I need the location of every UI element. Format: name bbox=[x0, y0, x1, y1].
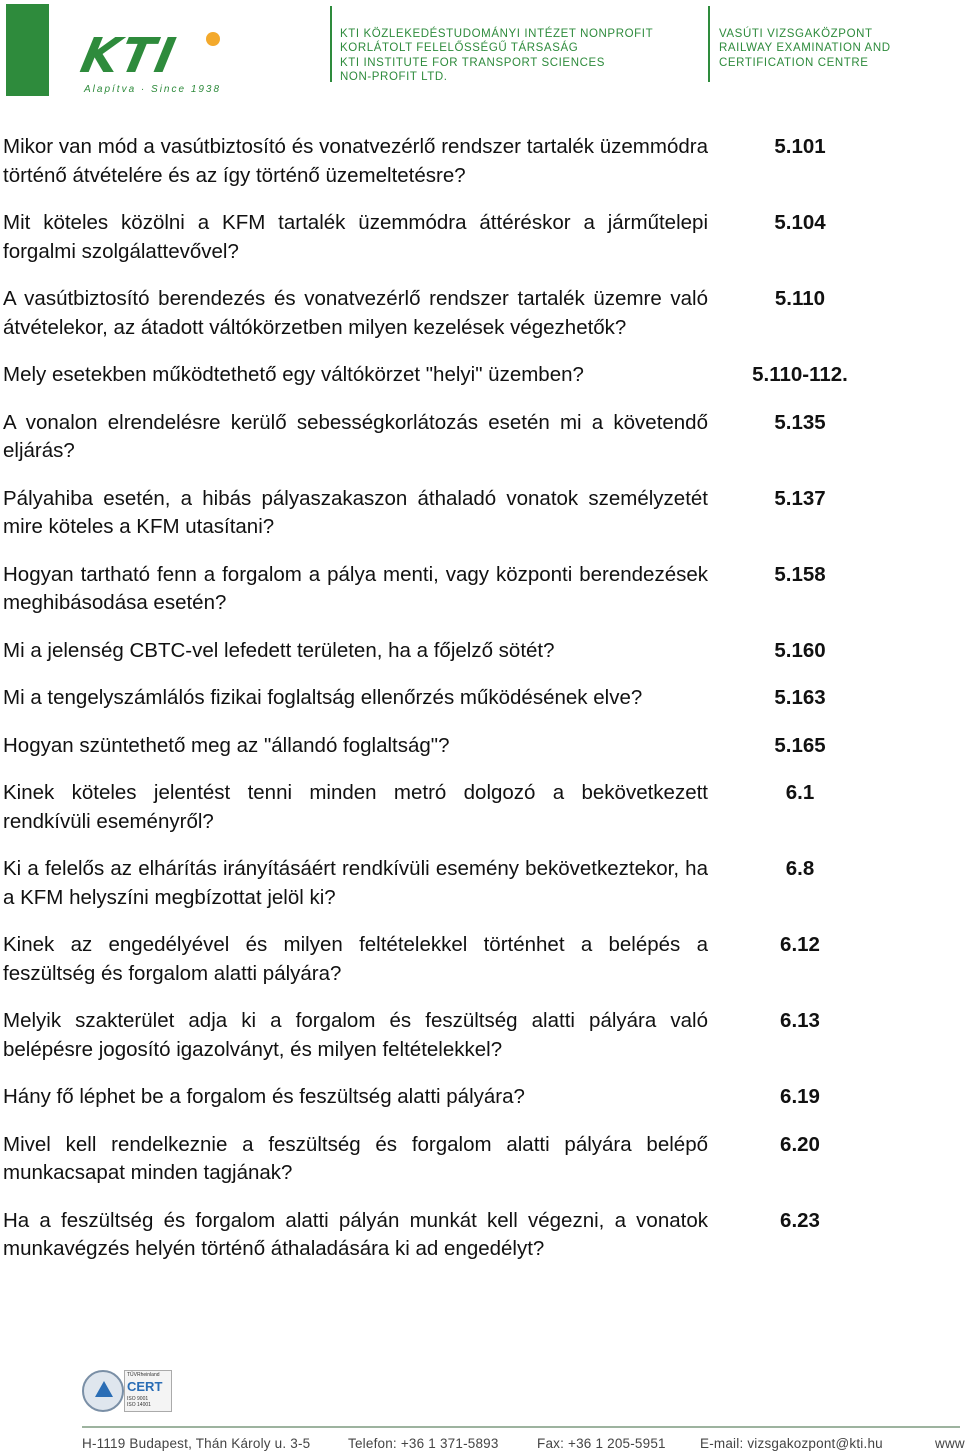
company-line: KTI INSTITUTE FOR TRANSPORT SCIENCES bbox=[340, 56, 606, 69]
company-line: NON-PROFIT LTD. bbox=[340, 70, 448, 83]
question-text: Mi a tengelyszámlálós fizikai foglaltság ellenőrzés működésének elve? bbox=[3, 686, 643, 709]
question-item bbox=[3, 637, 863, 666]
question-reference: 6.23 bbox=[780, 1208, 820, 1232]
cert-word: CERT bbox=[127, 1379, 163, 1394]
question-item bbox=[3, 1083, 863, 1112]
question-reference: 5.160 bbox=[774, 638, 826, 662]
question-text: Ha a feszültség és forgalom alatti pályán munkát kell végezni, a vonatok munkavégzés helyén történő áthaladására ki ad engedélyt? bbox=[3, 1208, 708, 1260]
footer-divider bbox=[82, 1426, 960, 1428]
cert-iso-line: ISO 9001 bbox=[127, 1396, 149, 1402]
header-divider bbox=[330, 6, 332, 82]
question-reference: 5.110 bbox=[774, 287, 826, 310]
question-reference: 5.165 bbox=[774, 733, 826, 757]
question-item bbox=[3, 133, 863, 190]
company-line: KORLÁTOLT FELELŐSSÉGŰ TÁRSASÁG bbox=[340, 42, 579, 55]
question-item bbox=[3, 1207, 863, 1264]
cert-iso bbox=[127, 1396, 151, 1408]
logo-text: KTI bbox=[76, 28, 182, 84]
question-item bbox=[3, 732, 863, 761]
page-header bbox=[0, 0, 960, 110]
question-text: Hogyan tartható fenn a forgalom a pálya menti, vagy központi berendezések meghibásodása esetén? bbox=[3, 562, 708, 614]
brand-bar bbox=[6, 4, 49, 96]
question-text: Mi a jelenség CBTC-vel lefedett területen, ha a főjelző sötét? bbox=[3, 638, 555, 662]
question-list bbox=[3, 133, 863, 1283]
footer-fax: Fax: +36 1 205-5951 bbox=[537, 1436, 666, 1451]
question-text: A vonalon elrendelésre kerülő sebességkorlátozás esetén mi a követendő eljárás? bbox=[3, 410, 708, 462]
kti-logo bbox=[76, 28, 232, 98]
question-reference: 6.1 bbox=[785, 781, 815, 804]
question-item bbox=[3, 485, 863, 542]
footer-web[interactable]: www bbox=[935, 1436, 965, 1451]
question-reference: 5.101 bbox=[774, 135, 826, 158]
question-reference: 6.13 bbox=[780, 1009, 820, 1032]
centre-name bbox=[719, 27, 891, 70]
question-item bbox=[3, 409, 863, 466]
centre-line: VASÚTI VIZSGAKÖZPONT bbox=[719, 28, 873, 40]
cert-seal-icon bbox=[82, 1370, 124, 1412]
cert-triangle-icon bbox=[95, 1381, 113, 1397]
question-item bbox=[3, 779, 863, 836]
question-text: Hány fő léphet be a forgalom és feszültség alatti pályára? bbox=[3, 1085, 525, 1108]
question-reference: 5.110-112. bbox=[752, 363, 848, 386]
question-reference: 5.163 bbox=[774, 686, 826, 709]
question-text: Kinek az engedélyével és milyen feltételekkel történhet a belépés a feszültség és forgalom alatti pályára? bbox=[3, 933, 708, 985]
question-reference: 6.8 bbox=[785, 857, 815, 880]
certification-logo bbox=[82, 1370, 172, 1412]
question-item bbox=[3, 285, 863, 342]
logo-sun-icon bbox=[206, 32, 220, 46]
question-item bbox=[3, 209, 863, 266]
cert-iso-line: ISO 14001 bbox=[127, 1402, 151, 1408]
logo-tagline: Alapítva · Since 1938 bbox=[84, 84, 222, 95]
question-text: Ki a felelős az elhárítás irányításáért rendkívüli esemény bekövetkeztekor, ha a KFM helyszíni megbízottat jelöl ki? bbox=[3, 857, 708, 909]
company-name bbox=[340, 27, 653, 84]
footer-phone: Telefon: +36 1 371-5893 bbox=[348, 1436, 499, 1451]
question-reference: 6.19 bbox=[780, 1085, 820, 1108]
question-item bbox=[3, 855, 863, 912]
question-reference: 5.135 bbox=[774, 410, 826, 434]
question-reference: 6.12 bbox=[780, 933, 820, 956]
question-text: Hogyan szüntethető meg az "állandó foglaltság"? bbox=[3, 733, 450, 757]
question-reference: 6.20 bbox=[780, 1132, 820, 1156]
question-reference: 5.158 bbox=[774, 562, 826, 586]
question-item bbox=[3, 1007, 863, 1064]
question-text: Melyik szakterület adja ki a forgalom és feszültség alatti pályára való belépésre jogosító igazolványt, és milyen feltételekkel? bbox=[3, 1009, 708, 1061]
question-item bbox=[3, 361, 863, 390]
centre-line: RAILWAY EXAMINATION AND bbox=[719, 42, 891, 55]
question-item bbox=[3, 1131, 863, 1188]
question-item bbox=[3, 931, 863, 988]
footer-email[interactable]: E-mail: vizsgakozpont@kti.hu bbox=[700, 1436, 883, 1451]
question-item bbox=[3, 684, 863, 713]
question-item bbox=[3, 561, 863, 618]
centre-line: CERTIFICATION CENTRE bbox=[719, 56, 869, 69]
footer-address: H-1119 Budapest, Thán Károly u. 3-5 bbox=[82, 1436, 311, 1451]
cert-badge bbox=[124, 1370, 172, 1412]
header-divider bbox=[708, 6, 710, 82]
question-text: Mely esetekben működtethető egy váltókörzet "helyi" üzemben? bbox=[3, 363, 584, 386]
question-reference: 5.137 bbox=[774, 486, 826, 510]
question-text: Mikor van mód a vasútbiztosító és vonatvezérlő rendszer tartalék üzemmódra történő átvételére és az így történő üzemeltetésre? bbox=[3, 135, 708, 187]
question-text: A vasútbiztosító berendezés és vonatvezérlő rendszer tartalék üzemre való átvételekor, az átadott váltókörzetben milyen kezelések végezhetők? bbox=[3, 287, 708, 339]
cert-brand: TÜVRheinland bbox=[127, 1372, 160, 1378]
question-text: Mit köteles közölni a KFM tartalék üzemmódra áttéréskor a járműtelepi forgalmi szolgálattevővel? bbox=[3, 211, 708, 263]
question-text: Mivel kell rendelkeznie a feszültség és forgalom alatti pályára belépő munkacsapat minden tagjának? bbox=[3, 1132, 708, 1184]
question-reference: 5.104 bbox=[774, 211, 826, 234]
company-line: KTI KÖZLEKEDÉSTUDOMÁNYI INTÉZET NONPROFIT bbox=[340, 28, 654, 40]
question-text: Kinek köteles jelentést tenni minden metró dolgozó a bekövetkezett rendkívüli eseményről? bbox=[3, 781, 708, 833]
question-text: Pályahiba esetén, a hibás pályaszakaszon áthaladó vonatok személyzetét mire köteles a KFM utasítani? bbox=[3, 486, 708, 538]
